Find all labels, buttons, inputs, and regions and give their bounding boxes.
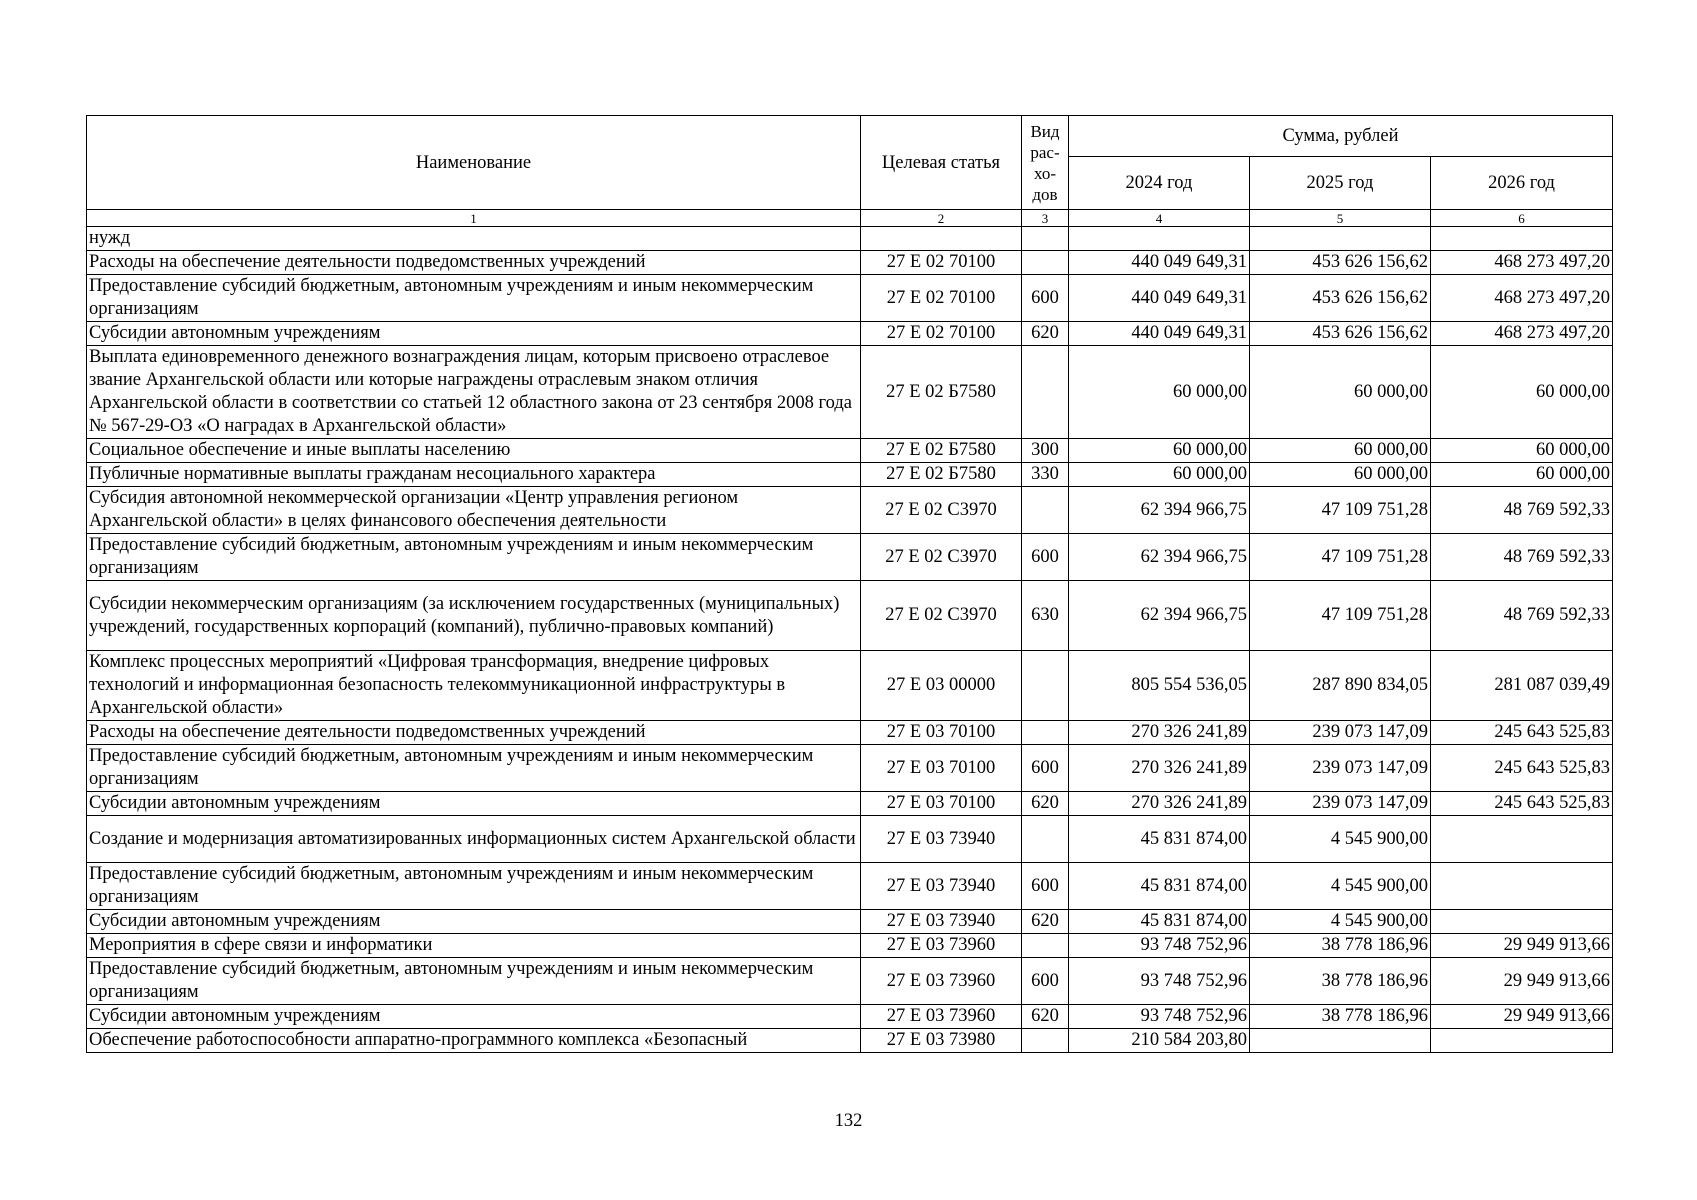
table-row bbox=[87, 816, 1613, 863]
table-header bbox=[87, 116, 1613, 227]
table-row bbox=[87, 487, 1613, 534]
row-sum-2026: 29 949 913,66 bbox=[1431, 1005, 1613, 1029]
row-sum-2024: 93 748 752,96 bbox=[1069, 958, 1250, 1005]
header-code: Целевая статья bbox=[861, 116, 1022, 210]
row-sum-2026: 245 643 525,83 bbox=[1431, 745, 1613, 792]
row-sum-2025: 453 626 156,62 bbox=[1250, 322, 1431, 346]
table-row bbox=[87, 1005, 1613, 1029]
row-vid: 600 bbox=[1022, 745, 1069, 792]
row-sum-2026: 468 273 497,20 bbox=[1431, 275, 1613, 322]
row-sum-2026: 60 000,00 bbox=[1431, 346, 1613, 439]
row-sum-2024: 440 049 649,31 bbox=[1069, 275, 1250, 322]
table-row bbox=[87, 439, 1613, 463]
table-row bbox=[87, 275, 1613, 322]
row-sum-2025: 60 000,00 bbox=[1250, 463, 1431, 487]
row-sum-2025: 239 073 147,09 bbox=[1250, 792, 1431, 816]
row-vid bbox=[1022, 816, 1069, 863]
column-number: 2 bbox=[861, 210, 1022, 227]
row-sum-2025: 4 545 900,00 bbox=[1250, 910, 1431, 934]
row-sum-2025: 47 109 751,28 bbox=[1250, 534, 1431, 581]
row-name: Расходы на обеспечение деятельности подведомственных учреждений bbox=[87, 251, 861, 275]
table-row bbox=[87, 251, 1613, 275]
row-sum-2026: 48 769 592,33 bbox=[1431, 487, 1613, 534]
row-code: 27 Е 03 73960 bbox=[861, 934, 1022, 958]
row-sum-2026: 29 949 913,66 bbox=[1431, 958, 1613, 1005]
row-sum-2026: 468 273 497,20 bbox=[1431, 322, 1613, 346]
row-code: 27 Е 02 Б7580 bbox=[861, 439, 1022, 463]
row-vid bbox=[1022, 1029, 1069, 1053]
row-sum-2026: 245 643 525,83 bbox=[1431, 721, 1613, 745]
row-sum-2024: 805 554 536,05 bbox=[1069, 651, 1250, 721]
row-sum-2024: 270 326 241,89 bbox=[1069, 745, 1250, 792]
row-sum-2025: 4 545 900,00 bbox=[1250, 863, 1431, 910]
row-name: Предоставление субсидий бюджетным, автономным учреждениям и иным некоммерческим организациям bbox=[87, 863, 861, 910]
row-vid bbox=[1022, 251, 1069, 275]
row-sum-2024: 60 000,00 bbox=[1069, 439, 1250, 463]
row-name: Субсидии автономным учреждениям bbox=[87, 792, 861, 816]
row-code: 27 Е 03 73940 bbox=[861, 816, 1022, 863]
row-vid bbox=[1022, 651, 1069, 721]
row-sum-2024: 45 831 874,00 bbox=[1069, 863, 1250, 910]
column-number: 6 bbox=[1431, 210, 1613, 227]
row-name: Предоставление субсидий бюджетным, автономным учреждениям и иным некоммерческим организациям bbox=[87, 958, 861, 1005]
column-number: 3 bbox=[1022, 210, 1069, 227]
header-sum: Сумма, рублей bbox=[1069, 116, 1613, 157]
table-row bbox=[87, 910, 1613, 934]
row-name: Предоставление субсидий бюджетным, автономным учреждениям и иным некоммерческим организациям bbox=[87, 745, 861, 792]
row-code: 27 Е 02 С3970 bbox=[861, 581, 1022, 651]
row-code: 27 Е 03 73980 bbox=[861, 1029, 1022, 1053]
header-year-2024: 2024 год bbox=[1069, 157, 1250, 210]
row-vid: 620 bbox=[1022, 910, 1069, 934]
row-sum-2025: 287 890 834,05 bbox=[1250, 651, 1431, 721]
row-sum-2024: 62 394 966,75 bbox=[1069, 534, 1250, 581]
table-row bbox=[87, 322, 1613, 346]
row-name: Выплата единовременного денежного вознаграждения лицам, которым присвоено отраслевое звание Архангельской области или которые награждены отраслевым знаком отличия Архангельской области в соответствии со статьей 12 областного закона от 23 сентября 2008 года № 567-29-ОЗ «О наградах в Архангельской области» bbox=[87, 346, 861, 439]
row-sum-2026: 468 273 497,20 bbox=[1431, 251, 1613, 275]
table-row bbox=[87, 721, 1613, 745]
row-sum-2025: 453 626 156,62 bbox=[1250, 275, 1431, 322]
row-vid: 620 bbox=[1022, 322, 1069, 346]
column-numbers-row bbox=[87, 210, 1613, 227]
header-year-2025: 2025 год bbox=[1250, 157, 1431, 210]
row-vid bbox=[1022, 346, 1069, 439]
row-vid: 600 bbox=[1022, 275, 1069, 322]
row-code: 27 Е 03 73940 bbox=[861, 863, 1022, 910]
row-code: 27 Е 02 С3970 bbox=[861, 534, 1022, 581]
row-vid: 620 bbox=[1022, 792, 1069, 816]
row-sum-2024: 45 831 874,00 bbox=[1069, 816, 1250, 863]
row-sum-2026: 48 769 592,33 bbox=[1431, 581, 1613, 651]
row-sum-2024: 60 000,00 bbox=[1069, 346, 1250, 439]
row-sum-2026 bbox=[1431, 863, 1613, 910]
column-number: 5 bbox=[1250, 210, 1431, 227]
row-sum-2024: 62 394 966,75 bbox=[1069, 487, 1250, 534]
row-sum-2024: 210 584 203,80 bbox=[1069, 1029, 1250, 1053]
row-sum-2026 bbox=[1431, 816, 1613, 863]
row-code: 27 Е 03 00000 bbox=[861, 651, 1022, 721]
row-code: 27 Е 02 70100 bbox=[861, 275, 1022, 322]
table-row bbox=[87, 792, 1613, 816]
row-vid: 330 bbox=[1022, 463, 1069, 487]
table-row bbox=[87, 227, 1613, 251]
row-code: 27 Е 03 70100 bbox=[861, 792, 1022, 816]
row-code: 27 Е 02 70100 bbox=[861, 251, 1022, 275]
table-row bbox=[87, 863, 1613, 910]
row-vid: 600 bbox=[1022, 534, 1069, 581]
row-sum-2024: 270 326 241,89 bbox=[1069, 792, 1250, 816]
row-sum-2025: 47 109 751,28 bbox=[1250, 487, 1431, 534]
row-sum-2024: 440 049 649,31 bbox=[1069, 251, 1250, 275]
row-sum-2026: 48 769 592,33 bbox=[1431, 534, 1613, 581]
row-name: Субсидия автономной некоммерческой организации «Центр управления регионом Архангельской области» в целях финансового обеспечения деятельности bbox=[87, 487, 861, 534]
row-sum-2026: 60 000,00 bbox=[1431, 463, 1613, 487]
row-sum-2024: 440 049 649,31 bbox=[1069, 322, 1250, 346]
row-code: 27 Е 02 Б7580 bbox=[861, 463, 1022, 487]
row-sum-2025: 60 000,00 bbox=[1250, 346, 1431, 439]
row-vid bbox=[1022, 227, 1069, 251]
table-body bbox=[87, 227, 1613, 1053]
row-sum-2026 bbox=[1431, 227, 1613, 251]
row-sum-2024: 93 748 752,96 bbox=[1069, 1005, 1250, 1029]
row-sum-2025: 38 778 186,96 bbox=[1250, 1005, 1431, 1029]
row-code: 27 Е 03 73940 bbox=[861, 910, 1022, 934]
row-sum-2026 bbox=[1431, 1029, 1613, 1053]
row-sum-2026: 60 000,00 bbox=[1431, 439, 1613, 463]
column-number: 1 bbox=[87, 210, 861, 227]
table-row bbox=[87, 463, 1613, 487]
row-name: Мероприятия в сфере связи и информатики bbox=[87, 934, 861, 958]
table-row bbox=[87, 581, 1613, 651]
row-sum-2025 bbox=[1250, 1029, 1431, 1053]
row-name: Создание и модернизация автоматизированных информационных систем Архангельской области bbox=[87, 816, 861, 863]
column-number: 4 bbox=[1069, 210, 1250, 227]
row-vid: 630 bbox=[1022, 581, 1069, 651]
row-code: 27 Е 02 С3970 bbox=[861, 487, 1022, 534]
row-vid: 600 bbox=[1022, 863, 1069, 910]
row-name: Предоставление субсидий бюджетным, автономным учреждениям и иным некоммерческим организациям bbox=[87, 275, 861, 322]
budget-table bbox=[86, 115, 1613, 1053]
row-name: Субсидии автономным учреждениям bbox=[87, 1005, 861, 1029]
row-sum-2025: 239 073 147,09 bbox=[1250, 721, 1431, 745]
row-name: Комплекс процессных мероприятий «Цифровая трансформация, внедрение цифровых технологий и информационная безопасность телекоммуникационной инфраструктуры в Архангельской области» bbox=[87, 651, 861, 721]
row-sum-2024: 45 831 874,00 bbox=[1069, 910, 1250, 934]
row-sum-2024: 270 326 241,89 bbox=[1069, 721, 1250, 745]
row-vid bbox=[1022, 934, 1069, 958]
row-name: Обеспечение работоспособности аппаратно-программного комплекса «Безопасный bbox=[87, 1029, 861, 1053]
row-vid bbox=[1022, 487, 1069, 534]
table-row bbox=[87, 745, 1613, 792]
row-sum-2026 bbox=[1431, 910, 1613, 934]
row-sum-2024: 93 748 752,96 bbox=[1069, 934, 1250, 958]
table-row bbox=[87, 651, 1613, 721]
row-sum-2025: 38 778 186,96 bbox=[1250, 934, 1431, 958]
page-number: 132 bbox=[834, 1111, 863, 1131]
row-name: Предоставление субсидий бюджетным, автономным учреждениям и иным некоммерческим организациям bbox=[87, 534, 861, 581]
table-row bbox=[87, 534, 1613, 581]
row-code: 27 Е 03 70100 bbox=[861, 721, 1022, 745]
row-vid bbox=[1022, 721, 1069, 745]
header-name: Наименование bbox=[87, 116, 861, 210]
row-code: 27 Е 02 Б7580 bbox=[861, 346, 1022, 439]
row-code: 27 Е 02 70100 bbox=[861, 322, 1022, 346]
row-sum-2024 bbox=[1069, 227, 1250, 251]
row-sum-2025 bbox=[1250, 227, 1431, 251]
table-row bbox=[87, 934, 1613, 958]
row-name: Расходы на обеспечение деятельности подведомственных учреждений bbox=[87, 721, 861, 745]
table-row bbox=[87, 958, 1613, 1005]
row-sum-2026: 29 949 913,66 bbox=[1431, 934, 1613, 958]
row-sum-2025: 38 778 186,96 bbox=[1250, 958, 1431, 1005]
row-sum-2026: 245 643 525,83 bbox=[1431, 792, 1613, 816]
row-vid: 300 bbox=[1022, 439, 1069, 463]
table-row bbox=[87, 346, 1613, 439]
row-code: 27 Е 03 73960 bbox=[861, 1005, 1022, 1029]
row-sum-2025: 4 545 900,00 bbox=[1250, 816, 1431, 863]
row-vid: 600 bbox=[1022, 958, 1069, 1005]
row-sum-2025: 239 073 147,09 bbox=[1250, 745, 1431, 792]
table-row bbox=[87, 1029, 1613, 1053]
row-code bbox=[861, 227, 1022, 251]
row-sum-2025: 47 109 751,28 bbox=[1250, 581, 1431, 651]
row-name: нужд bbox=[87, 227, 861, 251]
row-name: Субсидии автономным учреждениям bbox=[87, 910, 861, 934]
row-name: Социальное обеспечение и иные выплаты населению bbox=[87, 439, 861, 463]
row-code: 27 Е 03 70100 bbox=[861, 745, 1022, 792]
row-code: 27 Е 03 73960 bbox=[861, 958, 1022, 1005]
row-sum-2024: 62 394 966,75 bbox=[1069, 581, 1250, 651]
row-sum-2024: 60 000,00 bbox=[1069, 463, 1250, 487]
header-vid: Вид рас-хо-дов bbox=[1022, 116, 1069, 210]
row-sum-2026: 281 087 039,49 bbox=[1431, 651, 1613, 721]
row-sum-2025: 453 626 156,62 bbox=[1250, 251, 1431, 275]
row-name: Субсидии некоммерческим организациям (за исключением государственных (муниципальных) учреждений, государственных корпораций (компаний), публично-правовых компаний) bbox=[87, 581, 861, 651]
header-year-2026: 2026 год bbox=[1431, 157, 1613, 210]
row-name: Публичные нормативные выплаты гражданам несоциального характера bbox=[87, 463, 861, 487]
row-name: Субсидии автономным учреждениям bbox=[87, 322, 861, 346]
row-sum-2025: 60 000,00 bbox=[1250, 439, 1431, 463]
row-vid: 620 bbox=[1022, 1005, 1069, 1029]
